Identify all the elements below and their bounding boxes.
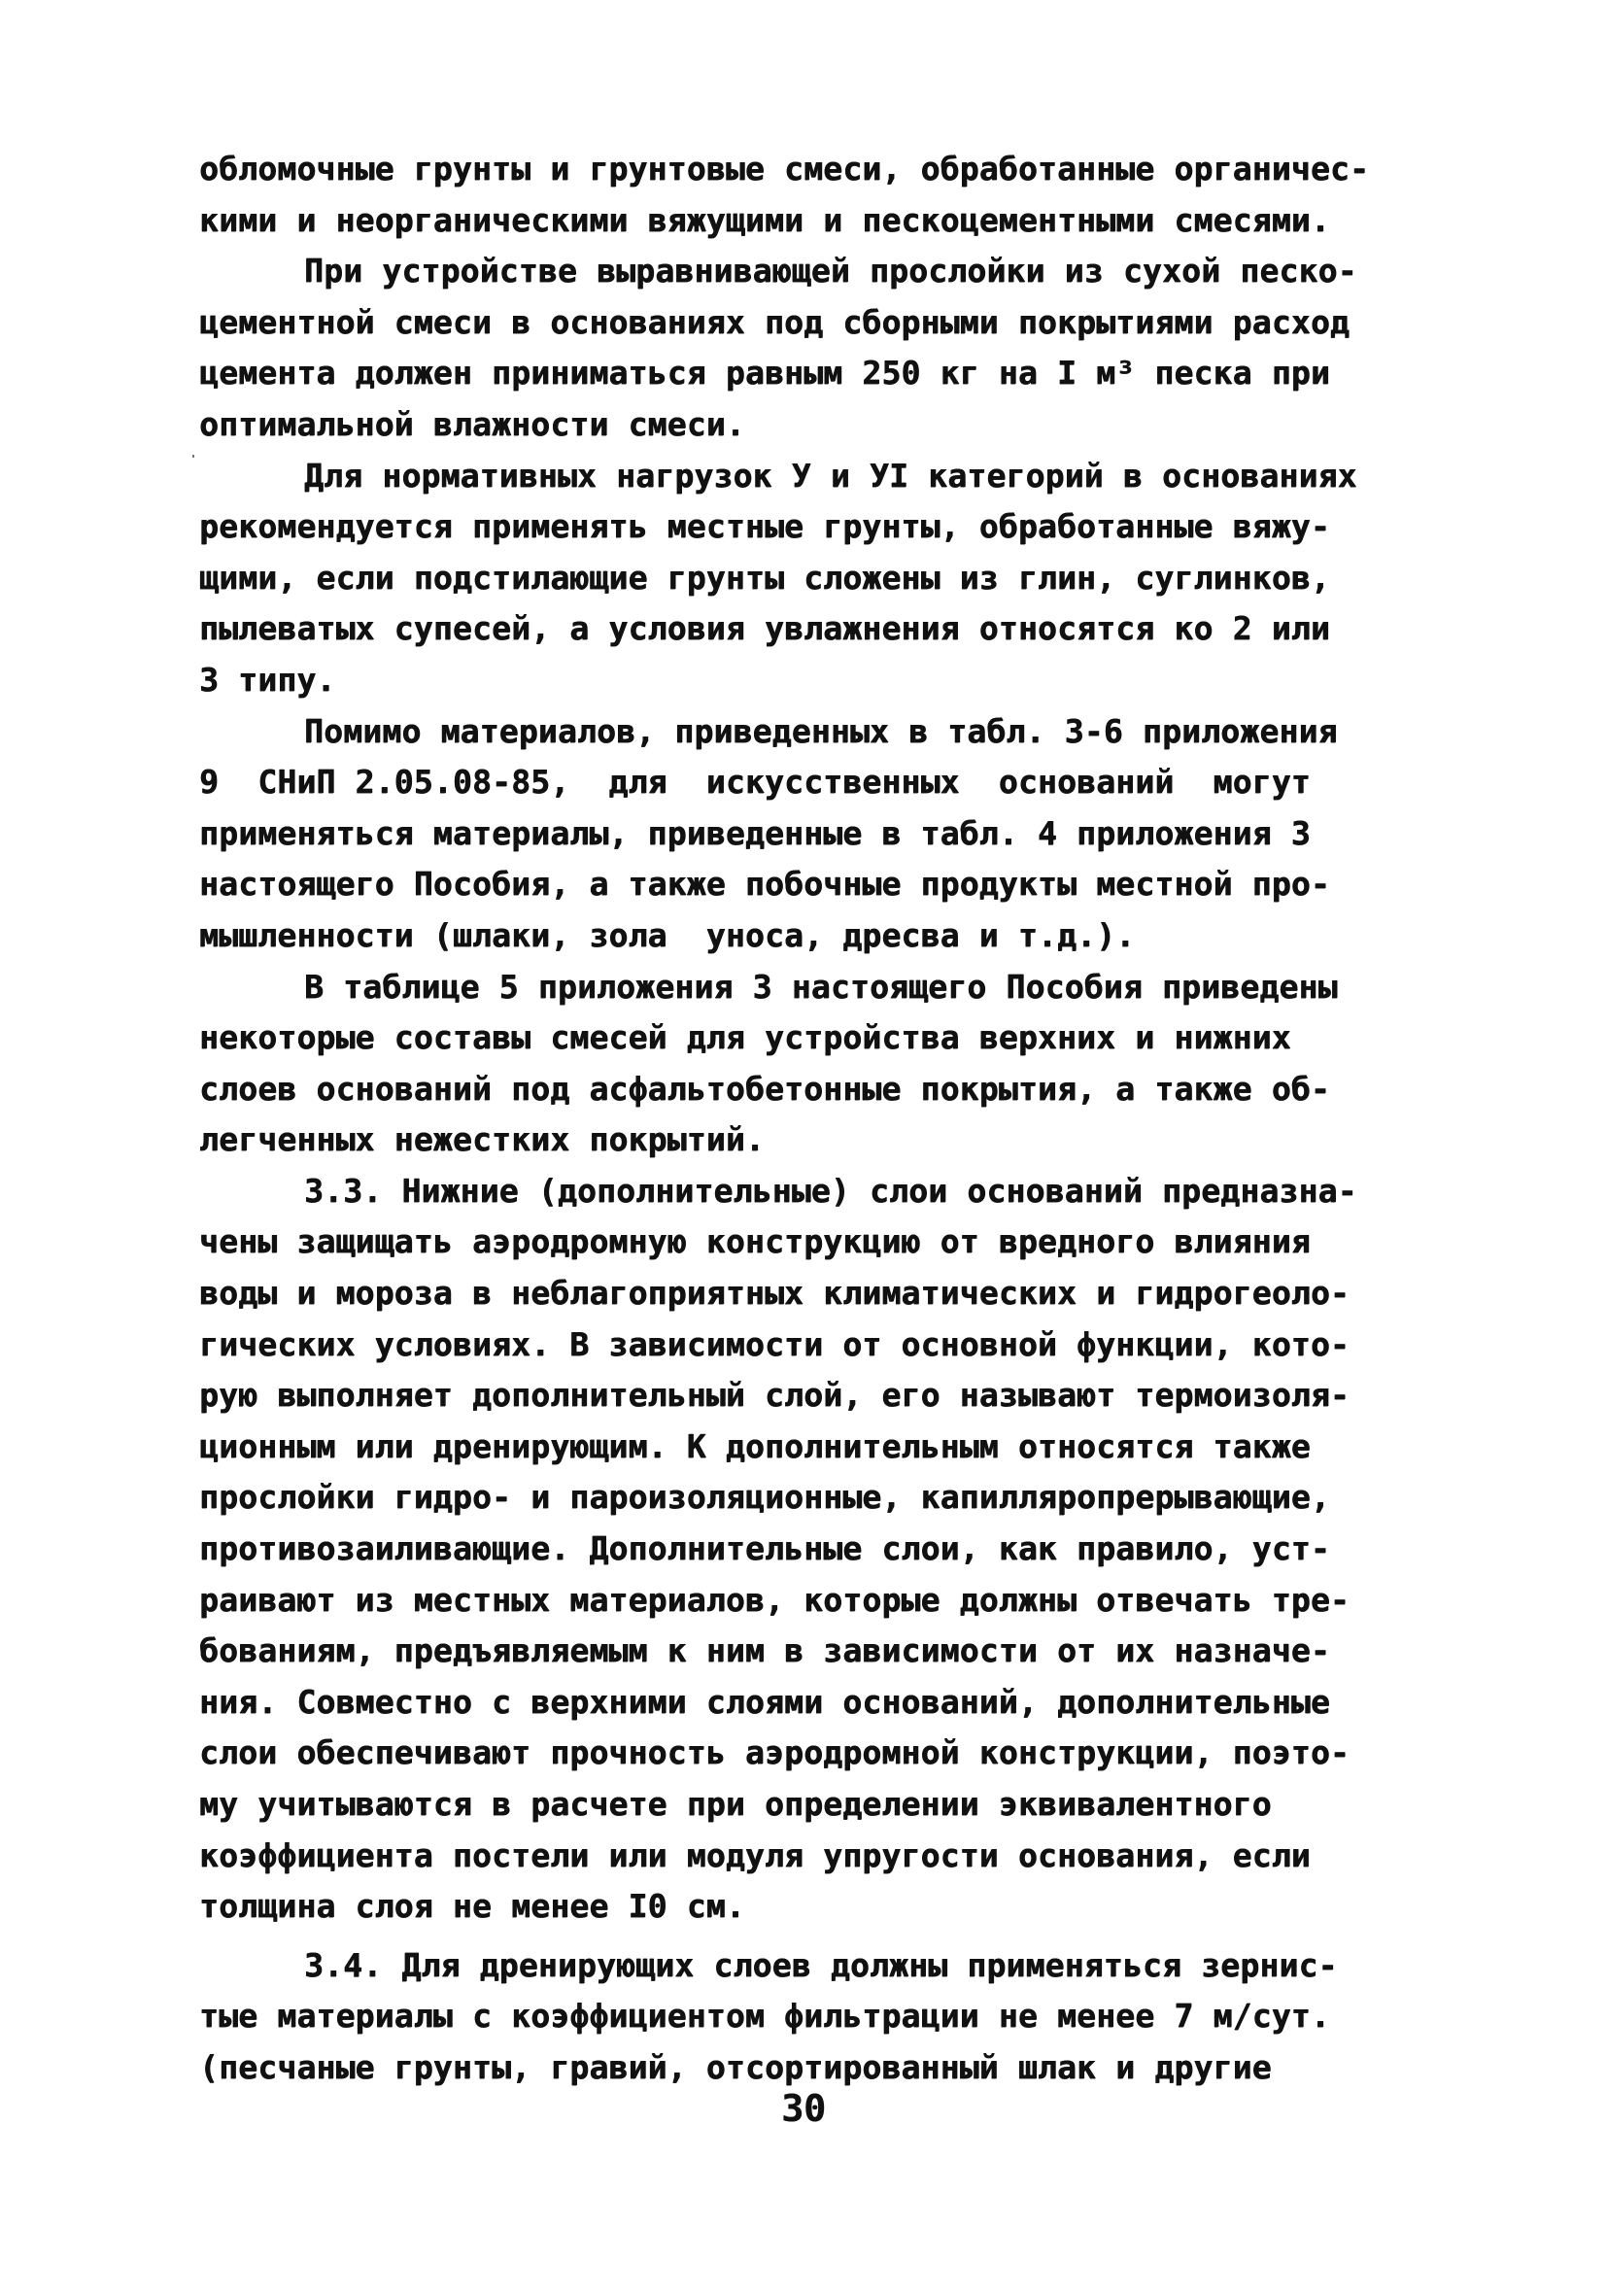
text-line: Помимо материалов, приведенных в табл. 3-6 приложения	[304, 711, 1338, 750]
text-line: настоящего Пособия, а также побочные продукты местной про-	[199, 865, 1330, 904]
text-line: цементной смеси в основаниях под сборными покрытиями расход	[199, 302, 1350, 341]
text-line: цемента должен приниматься равным 250 кг на I м³ песка при	[199, 354, 1330, 393]
text-line: оптимальной влажности смеси.	[199, 404, 745, 443]
text-line: щими, если подстилающие грунты сложены из глин, суглинков,	[199, 558, 1330, 597]
text-line: рую выполняет дополнительный слой, его называют термоизоля-	[199, 1376, 1350, 1415]
text-line: воды и мороза в неблагоприятных климатических и гидрогеоло-	[199, 1274, 1350, 1313]
text-line: бованиям, предъявляемым к ним в зависимости от их назначе-	[199, 1631, 1330, 1670]
text-line: коэффициента постели или модуля упругости основания, если	[199, 1835, 1311, 1874]
text-line: толщина слоя не менее I0 см.	[199, 1887, 745, 1926]
text-line: прослойки гидро- и пароизоляционные, капилляропрерывающие,	[199, 1478, 1330, 1517]
text-line: обломочные грунты и грунтовые смеси, обработанные органичес-	[199, 150, 1370, 188]
text-line: В таблице 5 приложения 3 настоящего Пособия приведены	[304, 967, 1338, 1006]
text-line: мышленности (шлаки, зола уноса, дресва и т.д.).	[199, 915, 1136, 954]
body-text	[199, 144, 1433, 2094]
text-line: чены защищать аэродромную конструкцию от вредного влияния	[199, 1222, 1311, 1261]
text-line: слоев оснований под асфальтобетонные покрытия, а также об-	[199, 1069, 1330, 1108]
text-line: Для нормативных нагрузок У и УI категорий в основаниях	[304, 456, 1357, 495]
text-line: слои обеспечивают прочность аэродромной конструкции, поэто-	[199, 1733, 1350, 1772]
text-line: гических условиях. В зависимости от основной функции, кото-	[199, 1324, 1350, 1363]
text-line: некоторые составы смесей для устройства верхних и нижних	[199, 1018, 1291, 1057]
margin-speck	[192, 455, 194, 458]
text-line: раивают из местных материалов, которые должны отвечать тре-	[199, 1580, 1350, 1619]
text-line: му учитываются в расчете при определении эквивалентного	[199, 1785, 1272, 1823]
section-3-4-heading-line: 3.4. Для дренирующих слоев должны применяться зернис-	[304, 1945, 1338, 1984]
text-line: пылеватых супесей, а условия увлажнения относятся ко 2 или	[199, 609, 1330, 648]
page-number: 30	[781, 2087, 826, 2130]
text-line: ционным или дренирующим. К дополнительным относятся также	[199, 1426, 1311, 1465]
text-line: кими и неорганическими вяжущими и пескоцементными смесями.	[199, 200, 1330, 239]
text-line: При устройстве выравнивающей прослойки из сухой песко-	[304, 252, 1357, 291]
section-3-3-heading-line: 3.3. Нижние (дополнительные) слои оснований предназна-	[304, 1171, 1357, 1210]
text-line: применяться материалы, приведенные в табл. 4 приложения 3	[199, 813, 1311, 852]
text-line: тые материалы с коэффициентом фильтрации не менее 7 м/сут.	[199, 1997, 1330, 2036]
text-line: ния. Совместно с верхними слоями оснований, дополнительные	[199, 1682, 1330, 1721]
text-line: рекомендуется применять местные грунты, обработанные вяжу-	[199, 507, 1330, 546]
text-line: противозаиливающие. Дополнительные слои, как правило, уст-	[199, 1529, 1330, 1568]
text-line: 3 типу.	[199, 660, 336, 699]
text-line: 9 СНиП 2.05.08-85, для искусственных оснований могут	[199, 763, 1311, 802]
text-line: (песчаные грунты, гравий, отсортированный шлак и другие	[199, 2047, 1272, 2086]
text-line: легченных нежестких покрытий.	[199, 1120, 765, 1159]
